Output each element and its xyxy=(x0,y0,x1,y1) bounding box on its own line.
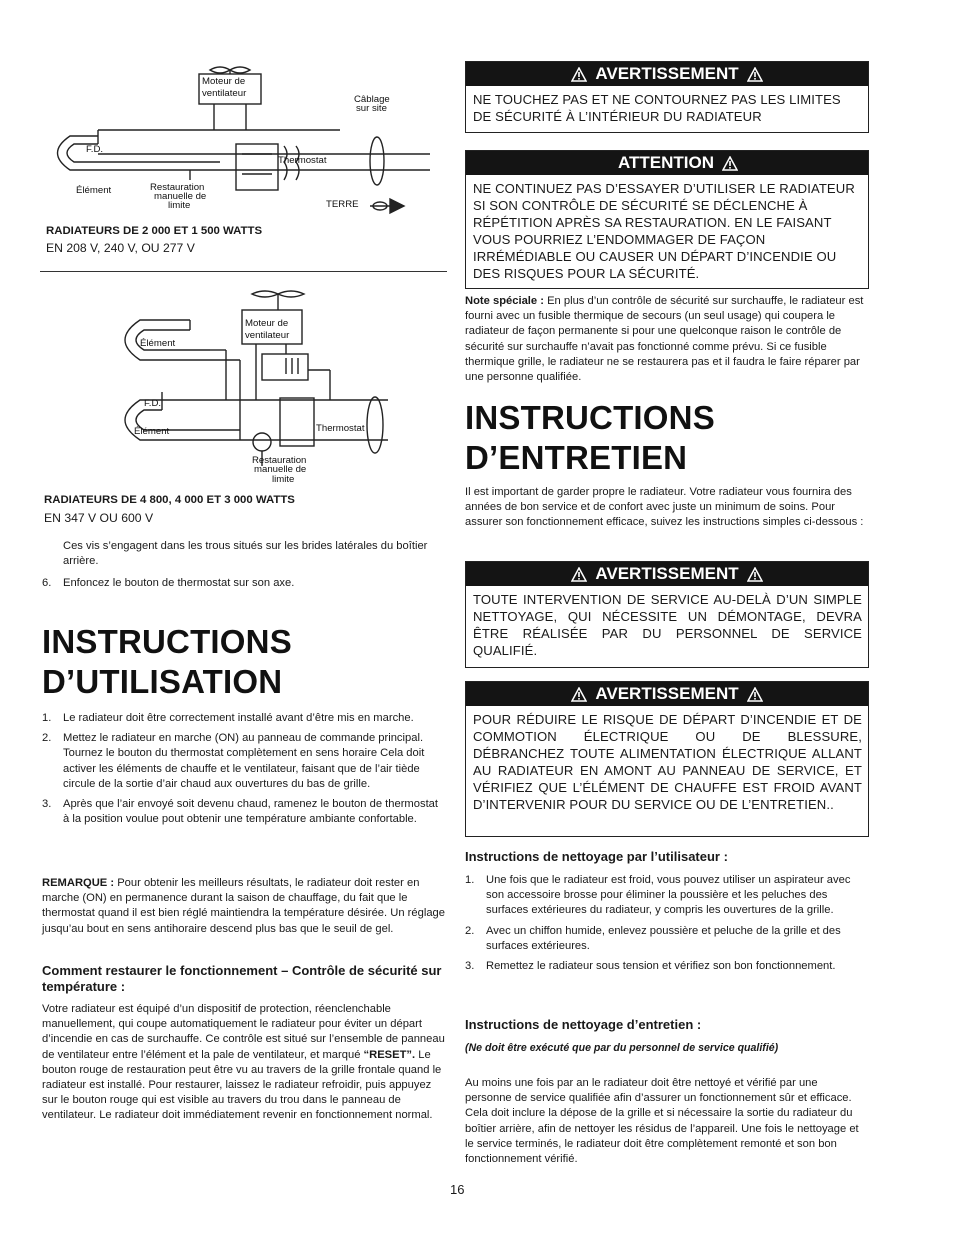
wiring-diagram-1 xyxy=(40,58,450,218)
label-reset-1: Restauration xyxy=(150,182,205,193)
restore-text-a: Votre radiateur est équipé d’un dispositif de protection, réenclenchable manuellement, qui coupe automatiquement le radiateur pour éviter un départ d’incendie en cas de surchauffe. Ce contrôle est situé sur l’ensemble de panneau de ventilateur entre l’élément et la pale de ventilateur, et marqué xyxy=(42,1003,445,1061)
attention-text: NE CONTINUEZ PAS D’ESSAYER D’UTILISER LE RADIATEUR SI SON CONTRÔLE DE SÉCURITÉ SE DÉCLENCHE À RÉPÉTITION APRÈS SA RESTAURATION. EN LE FAISANT VOUS POURRIEZ L’ENDOMMAGER DE FAÇON IRRÉMÉDIABLE OU CAUSER UN DÉPART D’INCENDIE OU DES RISQUES POUR LA SÉCURITÉ. xyxy=(473,181,855,281)
warning-header xyxy=(466,562,868,586)
remark-text: Pour obtenir les meilleurs résultats, le radiateur doit rester en marche (ON) en permanence durant la saison de chauffage, du fait que le thermostat quand il est bien réglé maintiendra la température désirée. Un réglage jusqu’au bout en sens antihoraire descend plus bas que le seuil de gel. xyxy=(42,877,445,935)
list-item xyxy=(42,711,440,726)
step-number: 3. xyxy=(42,798,52,811)
step-number: 1. xyxy=(42,712,52,724)
diagram2-caption-sub: EN 347 V OU 600 V xyxy=(44,511,154,525)
entretien-title-line2: D’ENTRETIEN xyxy=(465,439,688,476)
install-step-6: Enfoncez le bouton de thermostat sur son axe. xyxy=(63,577,295,589)
label-fan-motor-1: Moteur de xyxy=(245,318,289,329)
label-fan-motor-1: Moteur de xyxy=(202,76,246,87)
special-note-text: En plus d’un contrôle de sécurité sur surchauffe, le radiateur est fourni avec un fusible thermique de secours (un seul usage) qui coupera le radiateur de façon permanente si pour une quelconque raison le contrôle de sécurité sur surchauffe n’avait pas fonctionné comme prévu. Si ce fusible thermique grille, le radiateur ne se restaurera pas et il faudra le faire réparer par une personne qualifiée. xyxy=(465,295,864,384)
utilisation-steps xyxy=(42,711,440,832)
warning-triangle-icon xyxy=(747,687,763,702)
warning-text: TOUTE INTERVENTION DE SERVICE AU-DELÀ D’UN SIMPLE NETTOYAGE, QUI NÉCESSITE UN DÉMONTAGE, DEVRA ÊTRE RÉALISÉE PAR DU PERSONNEL DE SERVICE QUALIFIÉ. xyxy=(473,592,862,658)
step-number: 2. xyxy=(42,732,52,745)
label-reset-3: limite xyxy=(168,200,191,211)
warning-title: AVERTISSEMENT xyxy=(595,64,739,83)
wiring-diagram-2 xyxy=(90,280,402,490)
label-field-wiring-1: Câblage xyxy=(354,94,390,105)
special-note-label: Note spéciale : xyxy=(465,295,544,307)
restore-reset-label: “RESET”. xyxy=(363,1048,416,1061)
diagram2-caption-title: RADIATEURS DE 4 800, 4 000 ET 3 000 WATTS xyxy=(44,494,295,506)
label-thermostat: Thermostat xyxy=(316,423,365,434)
step-text: Le radiateur doit être correctement installé avant d’être mis en marche. xyxy=(63,712,414,724)
maintenance-note: (Ne doit être exécuté que par du personnel de service qualifié) xyxy=(465,1042,779,1054)
maintenance-cleaning-heading: Instructions de nettoyage d’entretien : xyxy=(465,1017,702,1032)
list-item xyxy=(465,924,867,954)
install-step-6-num: 6. xyxy=(42,577,52,589)
list-item xyxy=(465,873,867,919)
entretien-title-line1: INSTRUCTIONS xyxy=(465,399,715,436)
page-number: 16 xyxy=(450,1182,465,1197)
label-thermostat: Thermostat xyxy=(278,155,327,166)
label-reset-2: manuelle de xyxy=(254,464,307,475)
user-cleaning-heading: Instructions de nettoyage par l’utilisateur : xyxy=(465,849,728,864)
list-item xyxy=(42,731,440,792)
step-text: Une fois que le radiateur est froid, vous pouvez utiliser un aspirateur avec son accessoire brosse pour éliminer la poussière et les peluches des surfaces extérieures du radiateur, y compris les ouvertures de la grille. xyxy=(486,874,851,917)
diagram1-caption-sub: EN 208 V, 240 V, OU 277 V xyxy=(46,241,195,255)
attention-box xyxy=(465,150,869,289)
step-text: Remettez le radiateur sous tension et vérifiez son bon fonctionnement. xyxy=(486,960,836,973)
maintenance-text: Au moins une fois par an le radiateur doit être nettoyé et vérifié par une personne de service qualifiée afin d’assurer un fonctionnement sûr et efficace. Cela doit inclure la dépose de la grille et si nécessaire la sortie du radiateur du boîtier arrière, afin de nettoyer les résidus de l’appareil. Une fois le nettoyage et le service terminés, le radiateur doit être complètement remonté et son bon fonctionnement vérifié. xyxy=(465,1077,859,1166)
step-text: Avec un chiffon humide, enlevez poussière et peluche de la grille et des surfaces extérieures. xyxy=(486,924,841,952)
label-element: Élément xyxy=(76,185,112,196)
utilisation-title-line2: D’UTILISATION xyxy=(42,663,283,700)
warning-text: POUR RÉDUIRE LE RISQUE DE DÉPART D’INCENDIE ET DE COMMOTION ÉLECTRIQUE OU DE BLESSURE, DÉBRANCHEZ TOUTE ALIMENTATION ÉLECTRIQUE ALLANT AU RADIATEUR EN AMONT AU PANNEAU DE SERVICE, ET VÉRIFIEZ QUE L’ÉLÉMENT DE CHAUFFE EST FROID AVANT D’INTERVENIR POUR DU SERVICE OU DE L’ENTRETIEN.. xyxy=(473,712,862,812)
label-fd: F.D. xyxy=(86,144,104,155)
entretien-title xyxy=(465,398,715,478)
warning-box-2 xyxy=(465,561,869,668)
step-number: 1. xyxy=(465,874,475,886)
warning-box-3 xyxy=(465,681,869,837)
list-item xyxy=(465,959,867,974)
warning-text: NE TOUCHEZ PAS ET NE CONTOURNEZ PAS LES LIMITES DE SÉCURITÉ À L’INTÉRIEUR DU RADIATEUR xyxy=(473,92,841,124)
warning-title: AVERTISSEMENT xyxy=(595,564,739,583)
utilisation-title-line1: INSTRUCTIONS xyxy=(42,623,292,660)
restore-heading: Comment restaurer le fonctionnement – Contrôle de sécurité sur température : xyxy=(42,963,442,994)
label-field-wiring-2: sur site xyxy=(356,103,387,114)
warning-header xyxy=(466,682,868,706)
warning-header xyxy=(466,62,868,86)
remark-label: REMARQUE : xyxy=(42,877,115,889)
diagram1-labels xyxy=(76,76,390,211)
warning-title: AVERTISSEMENT xyxy=(595,684,739,703)
label-fan-motor-2: ventilateur xyxy=(202,88,247,99)
step-number: 2. xyxy=(465,924,475,937)
list-item xyxy=(42,797,440,827)
label-reset-1: Restauration xyxy=(252,455,307,466)
warning-box-1 xyxy=(465,61,869,133)
label-element-bottom: Élément xyxy=(134,426,170,437)
label-fan-motor-2: ventilateur xyxy=(245,330,290,341)
label-fd: F.D. xyxy=(144,398,162,409)
divider xyxy=(40,271,447,272)
attention-header xyxy=(466,151,868,175)
restore-paragraph xyxy=(42,1002,447,1124)
warning-triangle-icon xyxy=(747,67,763,82)
attention-title: ATTENTION xyxy=(618,153,715,172)
entretien-intro: Il est important de garder propre le radiateur. Votre radiateur vous fournira des années de bon service et de confort avec juste un minimum de soins. Pour assurer son fonctionnement efficace, suivez les instructions simples ci-dessous : xyxy=(465,486,864,529)
warning-triangle-icon xyxy=(571,67,587,82)
special-note xyxy=(465,294,869,385)
step-text: Après que l’air envoyé soit devenu chaud, ramenez le bouton de thermostat à la position voulue pout obtenir une température ambiante confortable. xyxy=(63,798,439,826)
step-text: Mettez le radiateur en marche (ON) au panneau de commande principal. Tournez le bouton du thermostat complètement en sens horaire Cela doit activer les éléments de chauffe et le ventilateur, faisant que de l’air tiède circule de la sortie d’air chaud aux ouvertures du bas de grille. xyxy=(63,732,425,790)
warning-triangle-icon xyxy=(722,156,738,171)
warning-triangle-icon xyxy=(747,567,763,582)
user-cleaning-steps xyxy=(465,873,867,979)
diagram2-labels xyxy=(134,318,365,485)
label-reset-2: manuelle de xyxy=(154,191,207,202)
remark-paragraph xyxy=(42,876,447,937)
warning-triangle-icon xyxy=(571,687,587,702)
label-ground: TERRE xyxy=(326,199,359,210)
restore-text-b: Le bouton rouge de restauration peut être vu au travers de la grille frontale quand le radiateur est installé. Pour restaurer, laissez le radiateur refroidir, puis appuyez sur le bouton rouge qui est visible au travers du trou dans le panneau de ventilateur. Le radiateur doit immédiatement revenir en fonctionnement normal. xyxy=(42,1048,442,1122)
label-reset-3: limite xyxy=(272,474,295,485)
step-number: 3. xyxy=(465,960,475,973)
install-step-continuation: Ces vis s’engagent dans les trous situés sur les brides latérales du boîtier arrière. xyxy=(63,540,428,568)
utilisation-title xyxy=(42,622,292,702)
diagram1-caption-title: RADIATEURS DE 2 000 ET 1 500 WATTS xyxy=(46,225,263,237)
warning-triangle-icon xyxy=(571,567,587,582)
label-element-top: Élément xyxy=(140,338,176,349)
